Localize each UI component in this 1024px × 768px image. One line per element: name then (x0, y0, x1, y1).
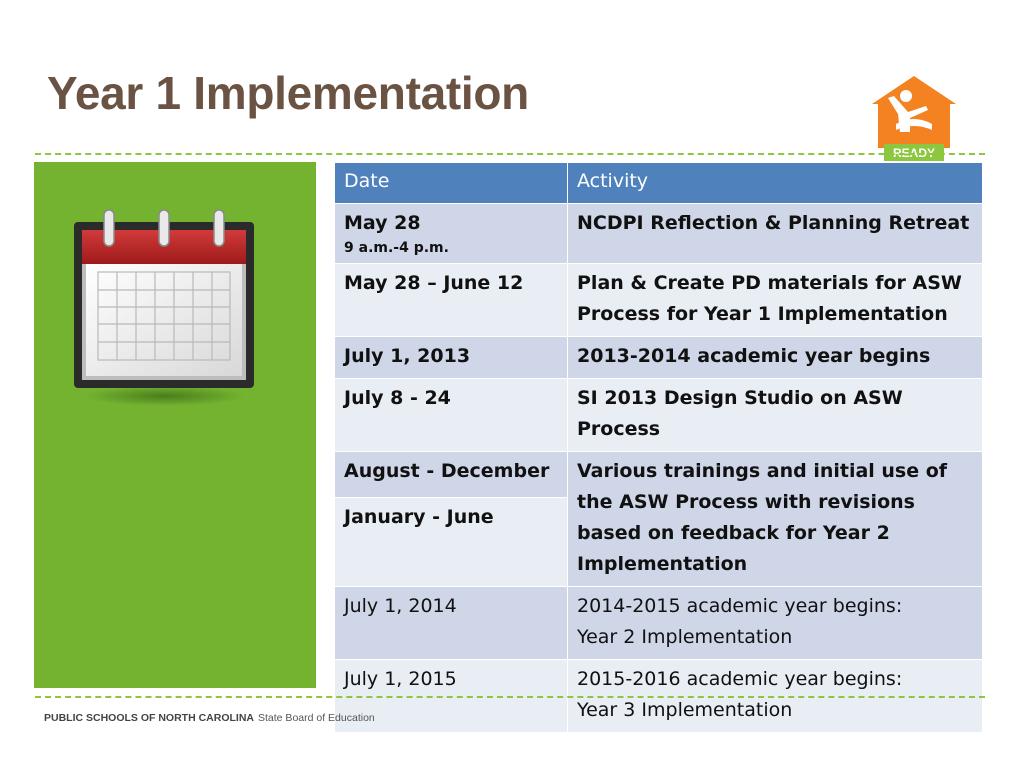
activity-cell: Various trainings and initial use of the ASW Process with revisions based on feedback for Year 2 Implementation (568, 452, 983, 587)
activity-line: 2015-2016 academic year begins: (577, 668, 903, 690)
table-row (335, 204, 983, 264)
date-cell: July 8 - 24 (335, 379, 568, 452)
activity-cell: NCDPI Reflection & Planning Retreat (568, 204, 983, 264)
slide-title: Year 1 Implementation (47, 67, 529, 119)
activity-cell: SI 2013 Design Studio on ASW Process (568, 379, 983, 452)
date-cell: August - December (335, 452, 568, 498)
schedule-table (334, 162, 983, 733)
header-date: Date (335, 163, 568, 204)
header-activity: Activity (568, 163, 983, 204)
activity-cell: 2013-2014 academic year begins (568, 337, 983, 379)
date-cell: May 28 – June 12 (335, 264, 568, 337)
logo-text: READY (892, 146, 936, 160)
activity-cell: Plan & Create PD materials for ASW Process for Year 1 Implementation (568, 264, 983, 337)
activity-line: Year 3 Implementation (577, 699, 793, 721)
time-note: 9 a.m.-4 p.m. (344, 240, 449, 256)
date-cell: July 1, 2014 (335, 587, 568, 660)
date-cell: July 1, 2015 (335, 660, 568, 733)
top-dashed-divider (35, 153, 985, 155)
date-cell (335, 204, 568, 264)
table-row (335, 452, 983, 498)
table-header-row (335, 163, 983, 204)
table-row (335, 379, 983, 452)
date-cell: July 1, 2013 (335, 337, 568, 379)
bottom-dashed-divider (35, 696, 985, 698)
table-row (335, 264, 983, 337)
table-row (335, 337, 983, 379)
footer-organization: PUBLIC SCHOOLS OF NORTH CAROLINA (44, 712, 254, 724)
activity-cell (568, 587, 983, 660)
footer (40, 708, 375, 728)
activity-line: 2014-2015 academic year begins: (577, 595, 903, 617)
ready-logo (870, 74, 958, 162)
date-text: May 28 (344, 212, 421, 234)
table-row (335, 587, 983, 660)
footer-board: State Board of Education (258, 712, 375, 724)
calendar-icon (70, 208, 260, 408)
activity-line: Year 2 Implementation (577, 626, 793, 648)
date-cell: January - June (335, 498, 568, 587)
